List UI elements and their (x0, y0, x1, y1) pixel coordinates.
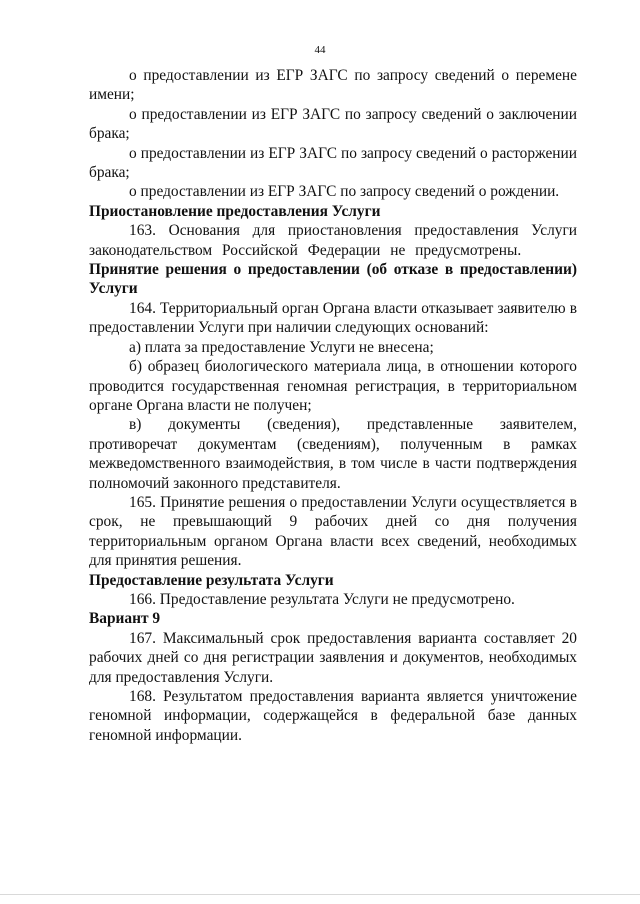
scan-artifact-line (0, 894, 640, 895)
section-heading-suspension: Приостановление предоставления Услуги (89, 202, 381, 220)
section-heading-variant: Вариант 9 (89, 610, 161, 628)
paragraph-164-a: а) плата за предоставление Услуги не внесена; (129, 338, 434, 356)
list-item: о предоставлении из ЕГР ЗАГС по запросу сведений о заключении брака; (89, 105, 577, 143)
paragraph-165: 165. Принятие решения о предоставлении Услуги осуществляется в срок, не превышающий 9 рабочих дней со дня получения территориальным органом Органа власти всех сведений, необходимых для принятия решения. (89, 493, 577, 570)
paragraph-166: 166. Предоставление результата Услуги не предусмотрено. (129, 590, 515, 608)
section-heading-decision: Принятие решения о предоставлении (об отказе в предоставлении) Услуги (89, 261, 577, 298)
paragraph-167: 167. Максимальный срок предоставления варианта составляет 20 рабочих дней со дня регистрации заявления и документов, необходимых для предоставления Услуги. (89, 629, 577, 686)
paragraph-163: 163. Основания для приостановления предоставления Услуги законодательством Российской Федерации не предусмотрены. (89, 222, 577, 259)
list-item: о предоставлении из ЕГР ЗАГС по запросу сведений о перемене имени; (89, 67, 577, 104)
paragraph-164-c: в) документы (сведения), представленные заявителем, противоречат документам (сведениям), полученным в рамках межведомственного взаимодействия, в том числе в части подтверждения полномочий законного представителя. (89, 416, 577, 492)
page-number: 44 (314, 44, 326, 56)
paragraph-164: 164. Территориальный орган Органа власти отказывает заявителю в предоставлении Услуги при наличии следующих оснований: (89, 299, 577, 337)
paragraph-168: 168. Результатом предоставления варианта является уничтожение геномной информации, содержащейся в федеральной базе данных геномной информации. (89, 688, 577, 744)
list-item: о предоставлении из ЕГР ЗАГС по запросу сведений о рождении. (129, 183, 560, 201)
list-item: о предоставлении из ЕГР ЗАГС по запросу сведений о расторжении брака; (89, 144, 577, 182)
section-heading-result: Предоставление результата Услуги (89, 571, 334, 589)
paragraph-164-b: б) образец биологического материала лица, в отношении которого проводится государственная геномная регистрация, в территориальном органе Органа власти не получен; (89, 358, 577, 414)
page-content (89, 66, 577, 745)
